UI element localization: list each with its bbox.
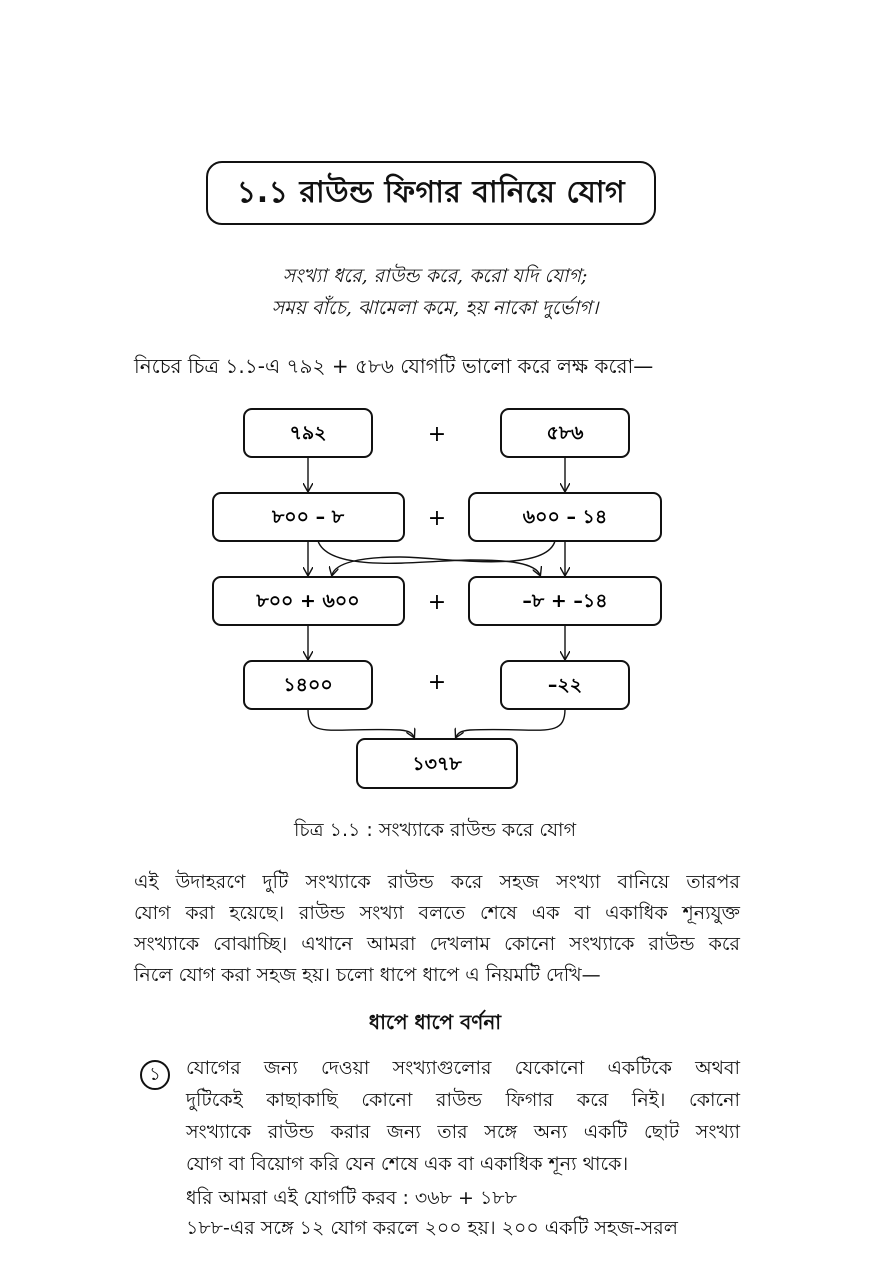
box-row1-left-label: ৭৯২	[289, 422, 327, 444]
section-title: ১.১ রাউন্ড ফিগার বানিয়ে যোগ	[236, 174, 626, 210]
plus-row4: +	[427, 670, 447, 695]
arrow-r4-result-left	[308, 709, 414, 737]
step-line: সংখ্যাকে রাউন্ড করার জন্য তার সঙ্গে অন্য একটি ছোট সংখ্যা	[186, 1121, 740, 1143]
paragraph-line: সংখ্যাকে বোঝাচ্ছি। এখানে আমরা দেখলাম কোনো সংখ্যাকে রাউন্ড করে	[134, 933, 740, 955]
box-result-label: ১৩৭৮	[412, 753, 462, 775]
steps-heading: ধাপে ধাপে বর্ণনা	[368, 1010, 502, 1034]
arrow-r4-result-right	[456, 709, 565, 737]
paragraph-line: নিলে যোগ করা সহজ হয়। চলো ধাপে ধাপে এ নিয়মটি দেখি—	[134, 964, 601, 986]
poem-line-2: সময় বাঁচে, ঝামেলা কমে, হয় নাকো দুর্ভোগ।	[271, 297, 599, 319]
step-line: যোগ বা বিয়োগ করি যেন শেষে এক বা একাধিক শূন্য থাকে।	[186, 1153, 629, 1175]
plus-row2: +	[427, 506, 447, 531]
arrow-cross-right-to-left	[332, 541, 555, 575]
plus-row3: +	[427, 590, 447, 615]
box-row2-left-label: ৮০০ – ৮	[271, 506, 345, 528]
box-row1-right-label: ৫৮৬	[546, 422, 584, 444]
box-row4-right-label: –২২	[547, 674, 583, 696]
box-row3-left-label: ৮০০ + ৬০০	[256, 590, 360, 612]
poem-line-1: সংখ্যা ধরে, রাউন্ড করে, করো যদি যোগ;	[282, 265, 588, 287]
step-1-text	[186, 1052, 740, 1180]
explanation-paragraph	[134, 867, 740, 991]
section-title-box	[206, 161, 656, 225]
figure-diagram	[0, 395, 870, 800]
paragraph-line: এই উদাহরণে দুটি সংখ্যাকে রাউন্ড করে সহজ সংখ্যা বানিয়ে তারপর	[134, 871, 740, 893]
box-row2-right-label: ৬০০ – ১৪	[522, 506, 608, 528]
paragraph-line: যোগ করা হয়েছে। রাউন্ড সংখ্যা বলতে শেষে এক বা একাধিক শূন্যযুক্ত	[134, 902, 740, 924]
intro-text: নিচের চিত্র ১.১-এ ৭৯২ + ৫৮৬ যোগটি ভালো করে লক্ষ করো—	[134, 354, 654, 378]
step-line: যোগের জন্য দেওয়া সংখ্যাগুলোর যেকোনো একটিকে অথবা	[186, 1057, 740, 1079]
step-line: দুটিকেই কাছাকাছি কোনো রাউন্ড ফিগার করে নিই। কোনো	[186, 1089, 740, 1111]
step-1-continuation: ১৮৮-এর সঙ্গে ১২ যোগ করলে ২০০ হয়। ২০০ একটি সহজ-সরল	[186, 1217, 678, 1239]
step-1-example: ধরি আমরা এই যোগটি করব : ৩৬৮ + ১৮৮	[186, 1187, 517, 1209]
plus-row1: +	[427, 422, 447, 447]
step-number-badge: ১	[140, 1060, 170, 1090]
box-row4-left-label: ১৪০০	[283, 674, 333, 696]
box-row3-right-label: –৮ + –১৪	[522, 590, 608, 612]
figure-caption: চিত্র ১.১ : সংখ্যাকে রাউন্ড করে যোগ	[293, 819, 577, 841]
